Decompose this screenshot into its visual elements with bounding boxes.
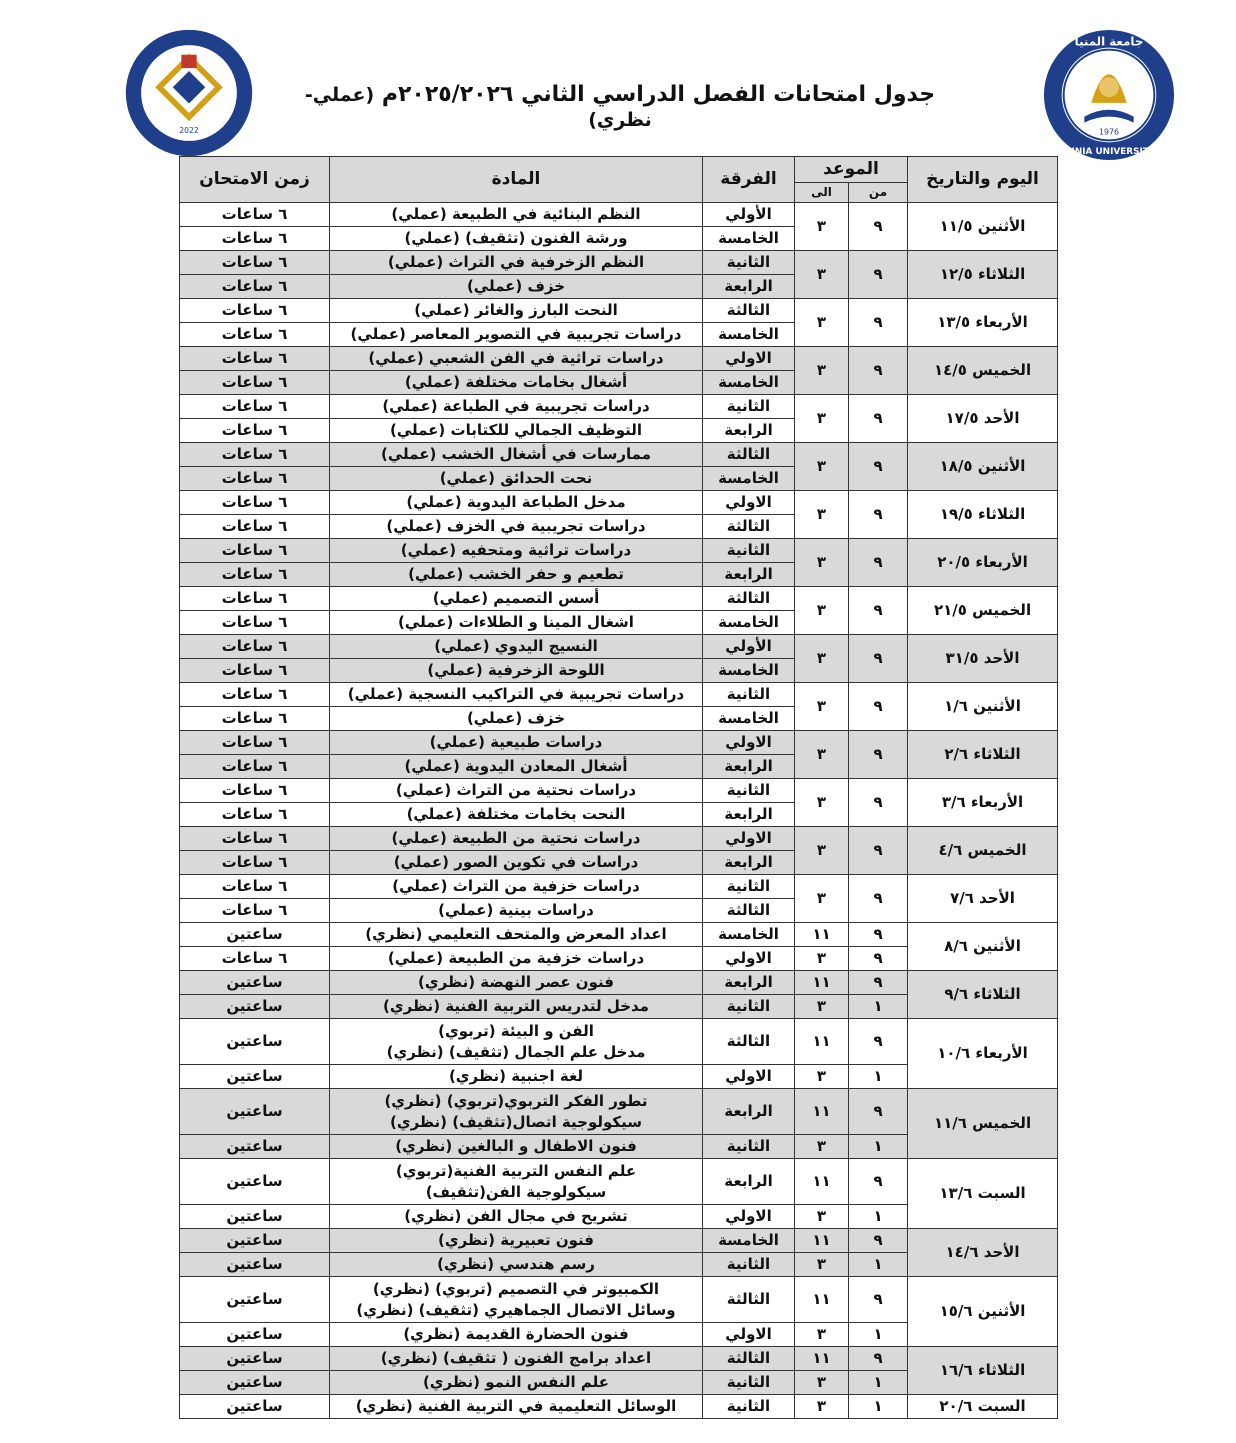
duration-cell: ٦ ساعات [180,275,330,299]
group-cell: الثانية [703,779,795,803]
group-cell: الثانية [703,995,795,1019]
subject-cell [330,1205,703,1229]
table-row [180,1159,1058,1205]
table-row [180,395,1058,419]
subject-cell: اللوحة الزخرفية (عملي) [330,659,703,683]
time-from: ٩ [849,443,908,491]
table-row [180,251,1058,275]
group-cell: الأولي [703,635,795,659]
logo-year: 2022 [179,126,199,136]
duration-cell: ٦ ساعات [180,851,330,875]
subject-cell: أشغال بخامات مختلفة (عملي) [330,371,703,395]
time-from: ٩ [849,779,908,827]
duration-cell: ٦ ساعات [180,899,330,923]
time-to: ٣ [795,587,849,635]
group-cell: الثالثة [703,1019,795,1065]
table-row [180,779,1058,803]
duration-cell: ٦ ساعات [180,299,330,323]
time-to: ٣ [795,779,849,827]
time-to: ٣ [795,395,849,443]
duration-cell: ساعتين [180,1323,330,1347]
faculty-logo [122,26,256,160]
duration-cell: ٦ ساعات [180,251,330,275]
header-to: الى [795,183,849,203]
group-cell: الاولي [703,947,795,971]
subject-cell: النحت البارز والغائر (عملي) [330,299,703,323]
time-to: ٣ [795,947,849,971]
time-to: ١١ [795,1089,849,1135]
time-to: ٣ [795,1253,849,1277]
duration-cell: ساعتين [180,1159,330,1205]
time-to: ١١ [795,1159,849,1205]
time-from: ٩ [849,1089,908,1135]
group-cell: الرابعة [703,971,795,995]
subject-line: دراسات خزفية من الطبيعة (عملي) [387,949,645,967]
duration-cell: ساعتين [180,1205,330,1229]
subject-cell: التوظيف الجمالي للكتابات (عملي) [330,419,703,443]
duration-cell: ساعتين [180,1019,330,1065]
duration-cell: ساعتين [180,1277,330,1323]
duration-cell: ٦ ساعات [180,803,330,827]
subject-cell [330,1395,703,1419]
exam-date: الأثنين ١١/٥ [908,203,1058,251]
exam-date: الأثنين ١٥/٦ [908,1277,1058,1347]
subject-cell [330,1253,703,1277]
subject-cell [330,995,703,1019]
exam-date: الثلاثاء ١٩/٥ [908,491,1058,539]
subject-cell: دراسات نحتية من التراث (عملي) [330,779,703,803]
duration-cell: ٦ ساعات [180,539,330,563]
group-cell: الاولي [703,1065,795,1089]
time-from: ٩ [849,299,908,347]
subject-line: رسم هندسي (نظري) [437,1255,595,1273]
subject-line: لغة اجنبية (نظري) [448,1067,584,1085]
subject-cell: خزف (عملي) [330,707,703,731]
time-from: ١ [849,995,908,1019]
group-cell: الخامسة [703,323,795,347]
group-cell: الثالثة [703,587,795,611]
group-cell: الاولي [703,827,795,851]
subject-line: اعداد برامج الفنون ( تثقيف) (نظري) [380,1349,652,1367]
duration-cell: ساعتين [180,995,330,1019]
duration-cell: ساعتين [180,1089,330,1135]
duration-cell: ٦ ساعات [180,347,330,371]
duration-cell: ٦ ساعات [180,515,330,539]
exam-date: الأحد ٧/٦ [908,875,1058,923]
group-cell: الخامسة [703,707,795,731]
time-from: ٩ [849,875,908,923]
group-cell: الثالثة [703,1277,795,1323]
subject-cell: دراسات خزفية من التراث (عملي) [330,875,703,899]
exam-date: الخميس ٤/٦ [908,827,1058,875]
group-cell: الثانية [703,251,795,275]
group-cell: الثالثة [703,899,795,923]
subject-line: الفن و البيئة (تربوي) [438,1021,594,1040]
subject-cell: دراسات نحتية من الطبيعة (عملي) [330,827,703,851]
duration-cell: ٦ ساعات [180,443,330,467]
group-cell: الثانية [703,1371,795,1395]
time-to: ٣ [795,875,849,923]
subject-line: الوسائل التعليمية في التربية الفنية (نظري) [355,1397,677,1415]
subject-cell: دراسات طبيعية (عملي) [330,731,703,755]
time-from: ١ [849,1205,908,1229]
duration-cell: ٦ ساعات [180,395,330,419]
table-row [180,587,1058,611]
duration-cell: ساعتين [180,923,330,947]
subject-cell: ورشة الفنون (تثقيف) (عملي) [330,227,703,251]
exam-date: الأحد ١٧/٥ [908,395,1058,443]
time-from: ٩ [849,251,908,299]
subject-cell: أشغال المعادن اليدوية (عملي) [330,755,703,779]
exam-date: الثلاثاء ١٦/٦ [908,1347,1058,1395]
subject-cell: دراسات تجريبية في الخزف (عملي) [330,515,703,539]
table-row [180,539,1058,563]
table-row [180,827,1058,851]
group-cell: الثانية [703,1135,795,1159]
group-cell: الرابعة [703,803,795,827]
title-sub: (عملي- نظري) [304,84,652,131]
duration-cell: ٦ ساعات [180,563,330,587]
header-time: الموعد [795,157,908,183]
time-from: ١ [849,1253,908,1277]
duration-cell: ٦ ساعات [180,611,330,635]
time-from: ٩ [849,203,908,251]
header-subject: المادة [330,157,703,203]
time-to: ٣ [795,539,849,587]
time-to: ٣ [795,1135,849,1159]
time-to: ٣ [795,827,849,875]
group-cell: الاولي [703,491,795,515]
time-from: ١ [849,1135,908,1159]
table-row [180,203,1058,227]
subject-cell [330,1019,703,1065]
subject-cell: خزف (عملي) [330,275,703,299]
header-day-date: اليوم والتاريخ [908,157,1058,203]
subject-line: فنون الاطفال و البالغين (نظري) [395,1137,637,1155]
time-to: ١١ [795,1347,849,1371]
exam-date: الثلاثاء ١٢/٥ [908,251,1058,299]
time-from: ١ [849,1371,908,1395]
duration-cell: ٦ ساعات [180,371,330,395]
subject-cell: تطعيم و حفر الخشب (عملي) [330,563,703,587]
time-to: ١١ [795,1229,849,1253]
subject-cell: النظم الزخرفية في التراث (عملي) [330,251,703,275]
exam-date: الخميس ١١/٦ [908,1089,1058,1159]
exam-date: السبت ٢٠/٦ [908,1395,1058,1419]
time-from: ٩ [849,587,908,635]
duration-cell: ٦ ساعات [180,323,330,347]
group-cell: الاولي [703,347,795,371]
table-row [180,683,1058,707]
subject-line-2: وسائل الاتصال الجماهيري (تثقيف) (نظري) [356,1300,676,1319]
duration-cell: ٦ ساعات [180,203,330,227]
subject-line: فنون الحضارة القديمة (نظري) [403,1325,629,1343]
table-row [180,1089,1058,1135]
table-row [180,491,1058,515]
group-cell: الرابعة [703,755,795,779]
duration-cell: ساعتين [180,1065,330,1089]
exam-date: الأحد ٣١/٥ [908,635,1058,683]
group-cell: الخامسة [703,1229,795,1253]
group-cell: الاولي [703,1205,795,1229]
duration-cell: ٦ ساعات [180,875,330,899]
time-to: ١١ [795,923,849,947]
group-cell: الخامسة [703,923,795,947]
subject-line-2: مدخل علم الجمال (تثقيف) (نظري) [386,1042,646,1061]
group-cell: الثانية [703,395,795,419]
table-row [180,1229,1058,1253]
subject-cell: دراسات تراثية ومتحفيه (عملي) [330,539,703,563]
subject-cell: اشغال المينا و الطلاءات (عملي) [330,611,703,635]
subject-cell [330,1277,703,1323]
time-to: ٣ [795,1065,849,1089]
subject-cell: نحت الحدائق (عملي) [330,467,703,491]
subject-cell: دراسات تجريبية في التصوير المعاصر (عملي) [330,323,703,347]
table-row [180,635,1058,659]
time-to: ٣ [795,347,849,395]
exam-date: الثلاثاء ٢/٦ [908,731,1058,779]
group-cell: الثانية [703,1395,795,1419]
group-cell: الثانية [703,683,795,707]
duration-cell: ٦ ساعات [180,635,330,659]
time-from: ٩ [849,923,908,947]
subject-line-2: سيكولوجية اتصال(تثقيف) (نظري) [390,1112,642,1131]
time-from: ٩ [849,1347,908,1371]
subject-line: فنون عصر النهضة (نظري) [418,973,614,991]
exam-date: الخميس ١٤/٥ [908,347,1058,395]
header-duration: زمن الامتحان [180,157,330,203]
subject-cell: النحت بخامات مختلفة (عملي) [330,803,703,827]
subject-cell: النسيج اليدوي (عملي) [330,635,703,659]
subject-line: تطور الفكر التربوي(تربوي) (نظري) [384,1091,648,1110]
table-row [180,299,1058,323]
group-cell: الرابعة [703,851,795,875]
group-cell: الثانية [703,1253,795,1277]
subject-line: تشريح في مجال الفن (نظري) [404,1207,628,1225]
time-to: ٣ [795,299,849,347]
table-row [180,731,1058,755]
time-from: ٩ [849,971,908,995]
time-to: ٣ [795,443,849,491]
title-main: جدول امتحانات الفصل الدراسي الثاني ٢٠٢٥/٢٠٢٦م [381,82,936,107]
time-from: ٩ [849,1277,908,1323]
table-row [180,443,1058,467]
table-row [180,875,1058,899]
subject-line: اعداد المعرض والمتحف التعليمي (نظري) [365,925,667,943]
time-to: ٣ [795,995,849,1019]
subject-cell [330,1065,703,1089]
subject-cell [330,923,703,947]
time-from: ٩ [849,731,908,779]
group-cell: الثالثة [703,443,795,467]
duration-cell: ساعتين [180,1135,330,1159]
exam-date: الأثنين ١٨/٥ [908,443,1058,491]
subject-line: علم النفس التربية الفنية(تربوي) [395,1161,637,1180]
group-cell: الرابعة [703,275,795,299]
duration-cell: ٦ ساعات [180,467,330,491]
duration-cell: ساعتين [180,971,330,995]
group-cell: الرابعة [703,1159,795,1205]
exam-date: السبت ١٣/٦ [908,1159,1058,1229]
page-title [300,82,940,132]
exam-schedule-table [179,156,1058,1419]
group-cell: الاولي [703,731,795,755]
subject-cell: دراسات بينية (عملي) [330,899,703,923]
subject-cell [330,1135,703,1159]
subject-line: علم النفس النمو (نظري) [422,1373,610,1391]
exam-date: الأثنين ٨/٦ [908,923,1058,971]
duration-cell: ٦ ساعات [180,587,330,611]
subject-line-2: سيكولوجية الفن(تثقيف) [425,1182,607,1201]
group-cell: الرابعة [703,563,795,587]
time-from: ٩ [849,347,908,395]
subject-line: مدخل لتدريس التربية الفنية (نظري) [383,997,649,1015]
subject-cell [330,1371,703,1395]
duration-cell: ٦ ساعات [180,683,330,707]
time-to: ٣ [795,251,849,299]
exam-date: الأحد ١٤/٦ [908,1229,1058,1277]
duration-cell: ٦ ساعات [180,227,330,251]
duration-cell: ساعتين [180,1395,330,1419]
group-cell: الرابعة [703,419,795,443]
subject-cell: دراسات تراثية في الفن الشعبي (عملي) [330,347,703,371]
subject-cell [330,1229,703,1253]
time-to: ٣ [795,1205,849,1229]
group-cell: الخامسة [703,371,795,395]
subject-line: فنون تعبيرية (نظري) [437,1231,595,1249]
time-from: ١ [849,1395,908,1419]
group-cell: الخامسة [703,467,795,491]
time-to: ٣ [795,491,849,539]
group-cell: الأولي [703,203,795,227]
subject-cell: النظم البنائية في الطبيعة (عملي) [330,203,703,227]
time-from: ٩ [849,1229,908,1253]
svg-text:جامعة المنيا: جامعة المنيا [1074,34,1144,49]
time-to: ١١ [795,1019,849,1065]
duration-cell: ٦ ساعات [180,827,330,851]
time-to: ٣ [795,731,849,779]
exam-date: الأربعاء ١٠/٦ [908,1019,1058,1089]
subject-cell [330,1159,703,1205]
subject-cell: دراسات تجريبية في الطباعة (عملي) [330,395,703,419]
header-from: من [849,183,908,203]
svg-text:MINIA UNIVERSITY: MINIA UNIVERSITY [1062,147,1156,158]
table-row [180,1277,1058,1323]
group-cell: الاولي [703,1323,795,1347]
time-to: ١١ [795,1277,849,1323]
time-from: ١ [849,1065,908,1089]
time-to: ٣ [795,635,849,683]
time-from: ٩ [849,947,908,971]
time-from: ٩ [849,395,908,443]
subject-cell: مدخل الطباعة اليدوية (عملي) [330,491,703,515]
time-to: ١١ [795,971,849,995]
subject-cell [330,1089,703,1135]
group-cell: الثالثة [703,1347,795,1371]
table-row [180,971,1058,995]
duration-cell: ٦ ساعات [180,491,330,515]
time-from: ٩ [849,539,908,587]
group-cell: الثانية [703,875,795,899]
table-row [180,1395,1058,1419]
logo-year: 1976 [1098,127,1120,137]
time-from: ٩ [849,683,908,731]
time-to: ٣ [795,1371,849,1395]
group-cell: الخامسة [703,227,795,251]
exam-date: الأربعاء ١٣/٥ [908,299,1058,347]
table-row [180,1019,1058,1065]
time-from: ٩ [849,827,908,875]
duration-cell: ٦ ساعات [180,731,330,755]
subject-cell: ممارسات في أشغال الخشب (عملي) [330,443,703,467]
duration-cell: ٦ ساعات [180,419,330,443]
time-from: ١ [849,1323,908,1347]
subject-cell [330,971,703,995]
time-from: ٩ [849,635,908,683]
exam-date: الأثنين ١/٦ [908,683,1058,731]
subject-cell: دراسات تجريبية في التراكيب النسجية (عملي) [330,683,703,707]
duration-cell: ساعتين [180,1371,330,1395]
time-to: ٣ [795,203,849,251]
group-cell: الخامسة [703,659,795,683]
duration-cell: ساعتين [180,1253,330,1277]
subject-cell [330,1323,703,1347]
time-to: ٣ [795,1323,849,1347]
duration-cell: ساعتين [180,1347,330,1371]
duration-cell: ساعتين [180,1229,330,1253]
group-cell: الخامسة [703,611,795,635]
time-from: ٩ [849,491,908,539]
subject-cell: أسس التصميم (عملي) [330,587,703,611]
group-cell: الرابعة [703,1089,795,1135]
duration-cell: ٦ ساعات [180,659,330,683]
exam-date: الخميس ٢١/٥ [908,587,1058,635]
time-to: ٣ [795,1395,849,1419]
time-from: ٩ [849,1019,908,1065]
subject-cell [330,947,703,971]
table-row [180,1347,1058,1371]
subject-cell [330,1347,703,1371]
duration-cell: ٦ ساعات [180,779,330,803]
duration-cell: ٦ ساعات [180,755,330,779]
subject-cell: دراسات في تكوين الصور (عملي) [330,851,703,875]
time-from: ٩ [849,1159,908,1205]
duration-cell: ٦ ساعات [180,947,330,971]
exam-date: الأربعاء ٢٠/٥ [908,539,1058,587]
group-cell: الثالثة [703,299,795,323]
minia-university-logo [1040,26,1178,164]
group-cell: الثانية [703,539,795,563]
exam-date: الثلاثاء ٩/٦ [908,971,1058,1019]
header-group: الفرقة [703,157,795,203]
exam-date: الأربعاء ٣/٦ [908,779,1058,827]
group-cell: الثالثة [703,515,795,539]
table-row [180,923,1058,947]
time-to: ٣ [795,683,849,731]
subject-line: الكمبيوتر في التصميم (تربوي) (نظري) [372,1279,660,1298]
table-row [180,347,1058,371]
duration-cell: ٦ ساعات [180,707,330,731]
